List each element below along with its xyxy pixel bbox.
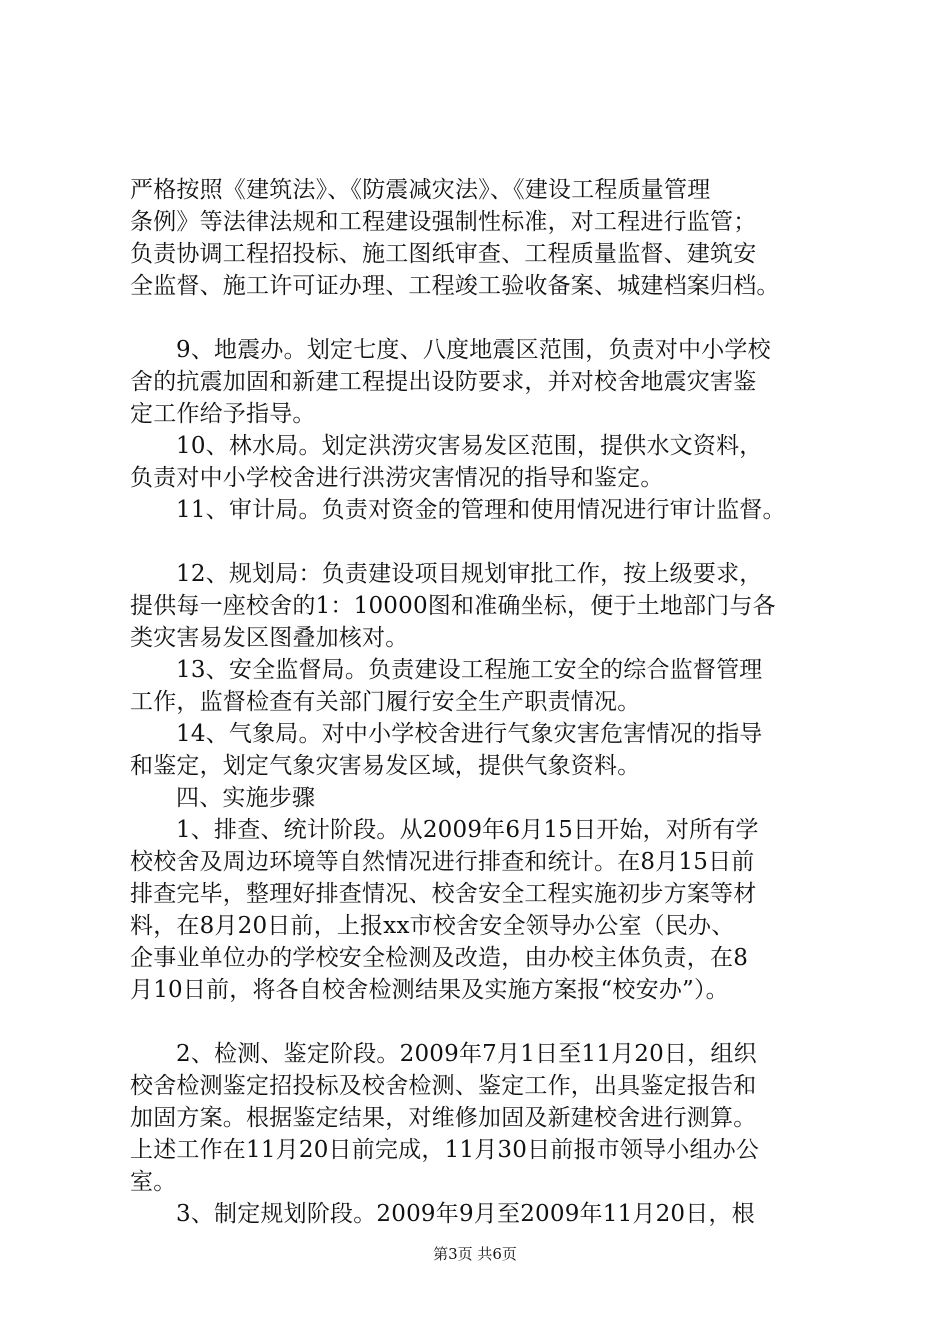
- step-2-line: 2、检测、鉴定阶段。2009年7月1日至11月20日，组织: [176, 1041, 757, 1067]
- text-line: 负责协调工程招投标、施工图纸审查、工程质量监督、建筑安: [130, 241, 757, 267]
- document-body: [130, 174, 870, 1230]
- text-line: 上述工作在11月20日前完成，11月30日前报市领导小组办公: [130, 1137, 760, 1163]
- text-line: 室。: [130, 1169, 177, 1195]
- text-line: 企事业单位办的学校安全检测及改造，由办校主体负责，在8: [130, 945, 749, 971]
- text-line: 校舍检测鉴定招投标及校舍检测、鉴定工作，出具鉴定报告和: [130, 1073, 757, 1099]
- text-line: 定工作给予指导。: [130, 401, 316, 427]
- section-heading: 四、实施步骤: [176, 785, 316, 811]
- paragraph-gap: [130, 526, 870, 558]
- text-line: 料，在8月20日前，上报xx市校舍安全领导办公室（民办、: [130, 913, 735, 939]
- paragraph-9-line: 9、地震办。划定七度、八度地震区范围，负责对中小学校: [176, 337, 771, 363]
- text-line: 类灾害易发区图叠加核对。: [130, 625, 409, 651]
- text-line: 条例》等法律法规和工程建设强制性标准，对工程进行监管；: [130, 209, 757, 235]
- text-line: 全监督、施工许可证办理、工程竣工验收备案、城建档案归档。: [130, 273, 780, 299]
- paragraph-gap: [130, 1006, 870, 1038]
- text-line: 和鉴定，划定气象灾害易发区域，提供气象资料。: [130, 753, 641, 779]
- step-1-line: 1、排查、统计阶段。从2009年6月15日开始，对所有学: [176, 817, 759, 843]
- text-line: 月10日前，将各自校舍检测结果及实施方案报“校安办”）。: [130, 977, 729, 1003]
- text-line: 严格按照《建筑法》、《防震减灾法》、《建设工程质量管理: [130, 177, 711, 203]
- paragraph-14-line: 14、气象局。对中小学校舍进行气象灾害危害情况的指导: [176, 721, 763, 747]
- text-line: 舍的抗震加固和新建工程提出设防要求，并对校舍地震灾害鉴: [130, 369, 757, 395]
- text-line: 工作，监督检查有关部门履行安全生产职责情况。: [130, 689, 641, 715]
- text-line: 加固方案。根据鉴定结果，对维修加固及新建校舍进行测算。: [130, 1105, 757, 1131]
- paragraph-13-line: 13、安全监督局。负责建设工程施工安全的综合监督管理: [176, 657, 763, 683]
- step-3-line: 3、制定规划阶段。2009年9月至2009年11月20日，根: [176, 1201, 755, 1227]
- text-line: 提供每一座校舍的1：10000图和准确坐标，便于土地部门与各: [130, 593, 776, 619]
- paragraph-gap: [130, 302, 870, 334]
- paragraph-11-line: 11、审计局。负责对资金的管理和使用情况进行审计监督。: [176, 497, 786, 523]
- page-number-footer: 第3页 共6页: [433, 1245, 517, 1263]
- paragraph-12-line: 12、规划局：负责建设项目规划审批工作，按上级要求，: [176, 561, 763, 587]
- text-line: 负责对中小学校舍进行洪涝灾害情况的指导和鉴定。: [130, 465, 664, 491]
- text-line: 排查完毕，整理好排查情况、校舍安全工程实施初步方案等材: [130, 881, 757, 907]
- paragraph-10-line: 10、林水局。划定洪涝灾害易发区范围，提供水文资料，: [176, 433, 763, 459]
- text-line: 校校舍及周边环境等自然情况进行排查和统计。在8月15日前: [130, 849, 755, 875]
